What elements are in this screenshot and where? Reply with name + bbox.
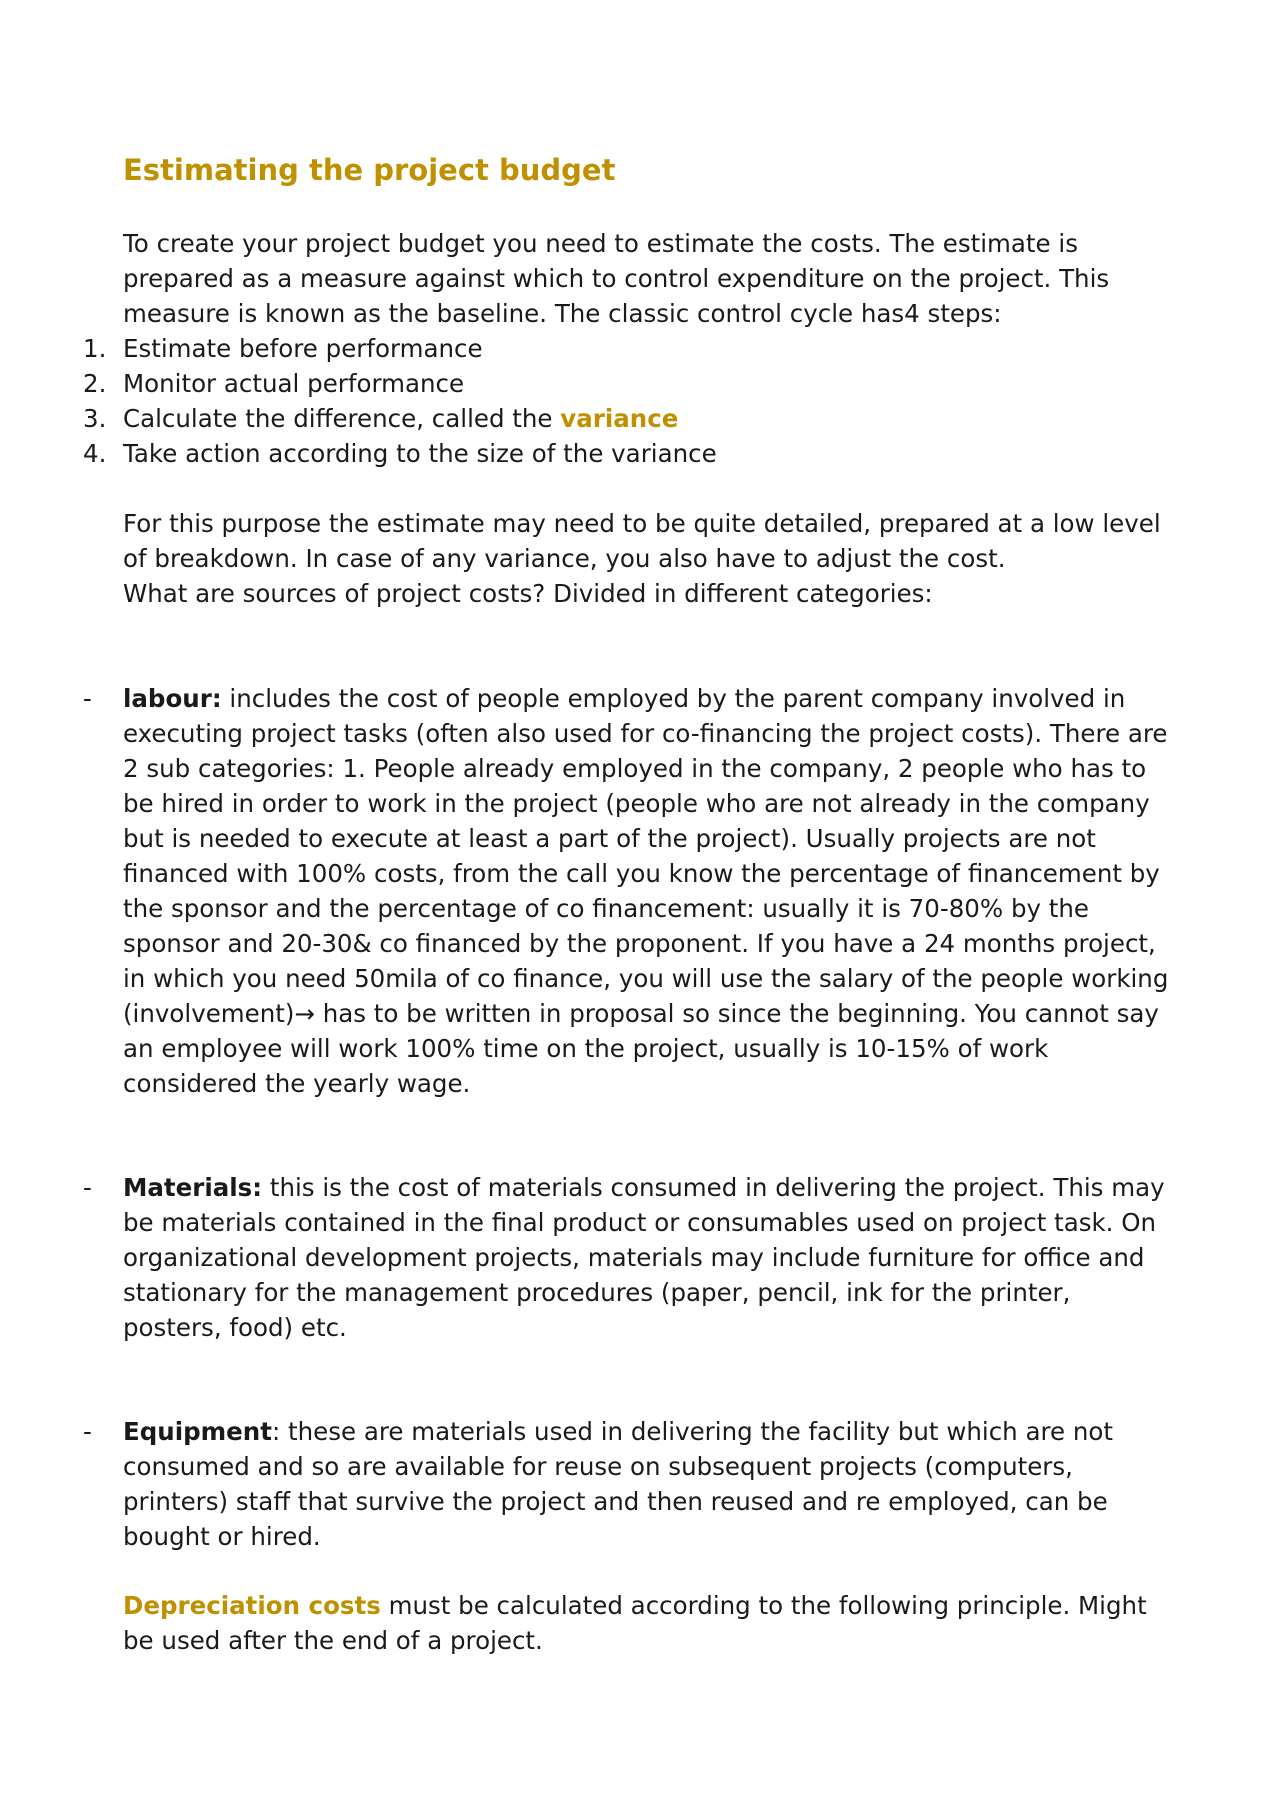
sources-question: What are sources of project costs? Divided in different categories: [123,579,933,608]
labour-body: includes the cost of people employed by the parent company involved in executing project tasks (often also used for co-financing the project costs). There are 2 sub categories: 1. People already employed in the company, 2 people who has to be hired in order to work in the project (people who are not already in the company but is needed to execute at least a part of the project). Usually projects are not financed with 100% costs, from the call you know the percentage of financement by the sponsor and the percentage of co financement: usually it is 70-80% by the sponsor and 20-30& co financed by the proponent. If you have a 24 months project, in which you need 50mila of co finance, you will use the salary of the people working (involvement)→ has to be written in proposal so since the beginning. You cannot say an employee will work 100% time on the project, usually is 10-15% of work considered the yearly wage. [123,684,1169,1098]
list-item [0,401,1173,436]
detail-paragraph [123,506,1173,611]
page-title: Estimating the project budget [123,153,616,187]
step-text: Monitor actual performance [123,369,465,398]
bullet-dash: - [83,1173,92,1202]
equipment-text [123,1414,1173,1554]
list-item [0,331,1173,366]
list-number: 4. [83,439,107,468]
materials-lead: Materials: [123,1173,263,1202]
step-text: Take action according to the size of the variance [123,439,717,468]
depreciation-paragraph [123,1588,1173,1658]
intro-text: To create your project budget you need to estimate the costs. The estimate is prepared as a measure against which to control expenditure on the project. This measure is known as the baseline. The classic control cycle has4 steps: [123,229,1110,328]
depreciation-text [123,1588,1173,1658]
labour-lead: labour: [123,684,222,713]
list-number: 3. [83,404,107,433]
control-cycle-steps [0,331,1173,471]
step-text: Estimate before performance [123,334,483,363]
list-item [0,366,1173,401]
list-number: 1. [83,334,107,363]
detail-text: For this purpose the estimate may need to be quite detailed, prepared at a low level of breakdown. In case of any variance, you also have to adjust the cost. [123,509,1161,573]
list-number: 2. [83,369,107,398]
equipment-lead: Equipment [123,1417,272,1446]
bullet-dash: - [83,684,92,713]
depreciation-highlight: Depreciation costs [123,1591,381,1620]
bullet-dash: - [83,1417,92,1446]
equipment-body: : these are materials used in delivering the facility but which are not consumed and so are available for reuse on subsequent projects (computers, printers) staff that survive the project and then reused and re employed, can be bought or hired. [123,1417,1114,1551]
list-item [0,436,1173,471]
labour-text [123,681,1173,1101]
bullet-equipment [83,1414,1173,1554]
variance-highlight: variance [560,404,679,433]
bullet-labour [83,681,1173,1101]
materials-text [123,1170,1173,1345]
step-text: Calculate the difference, called the [123,404,561,433]
intro-paragraph [123,226,1173,331]
materials-body: this is the cost of materials consumed in delivering the project. This may be materials contained in the final product or consumables used on project task. On organizational development projects, materials may include furniture for office and stationary for the management procedures (paper, pencil, ink for the printer, posters, food) etc. [123,1173,1165,1342]
depreciation-body: must be calculated according to the following principle. Might be used after the end of a project. [123,1591,1147,1655]
bullet-materials [83,1170,1173,1345]
